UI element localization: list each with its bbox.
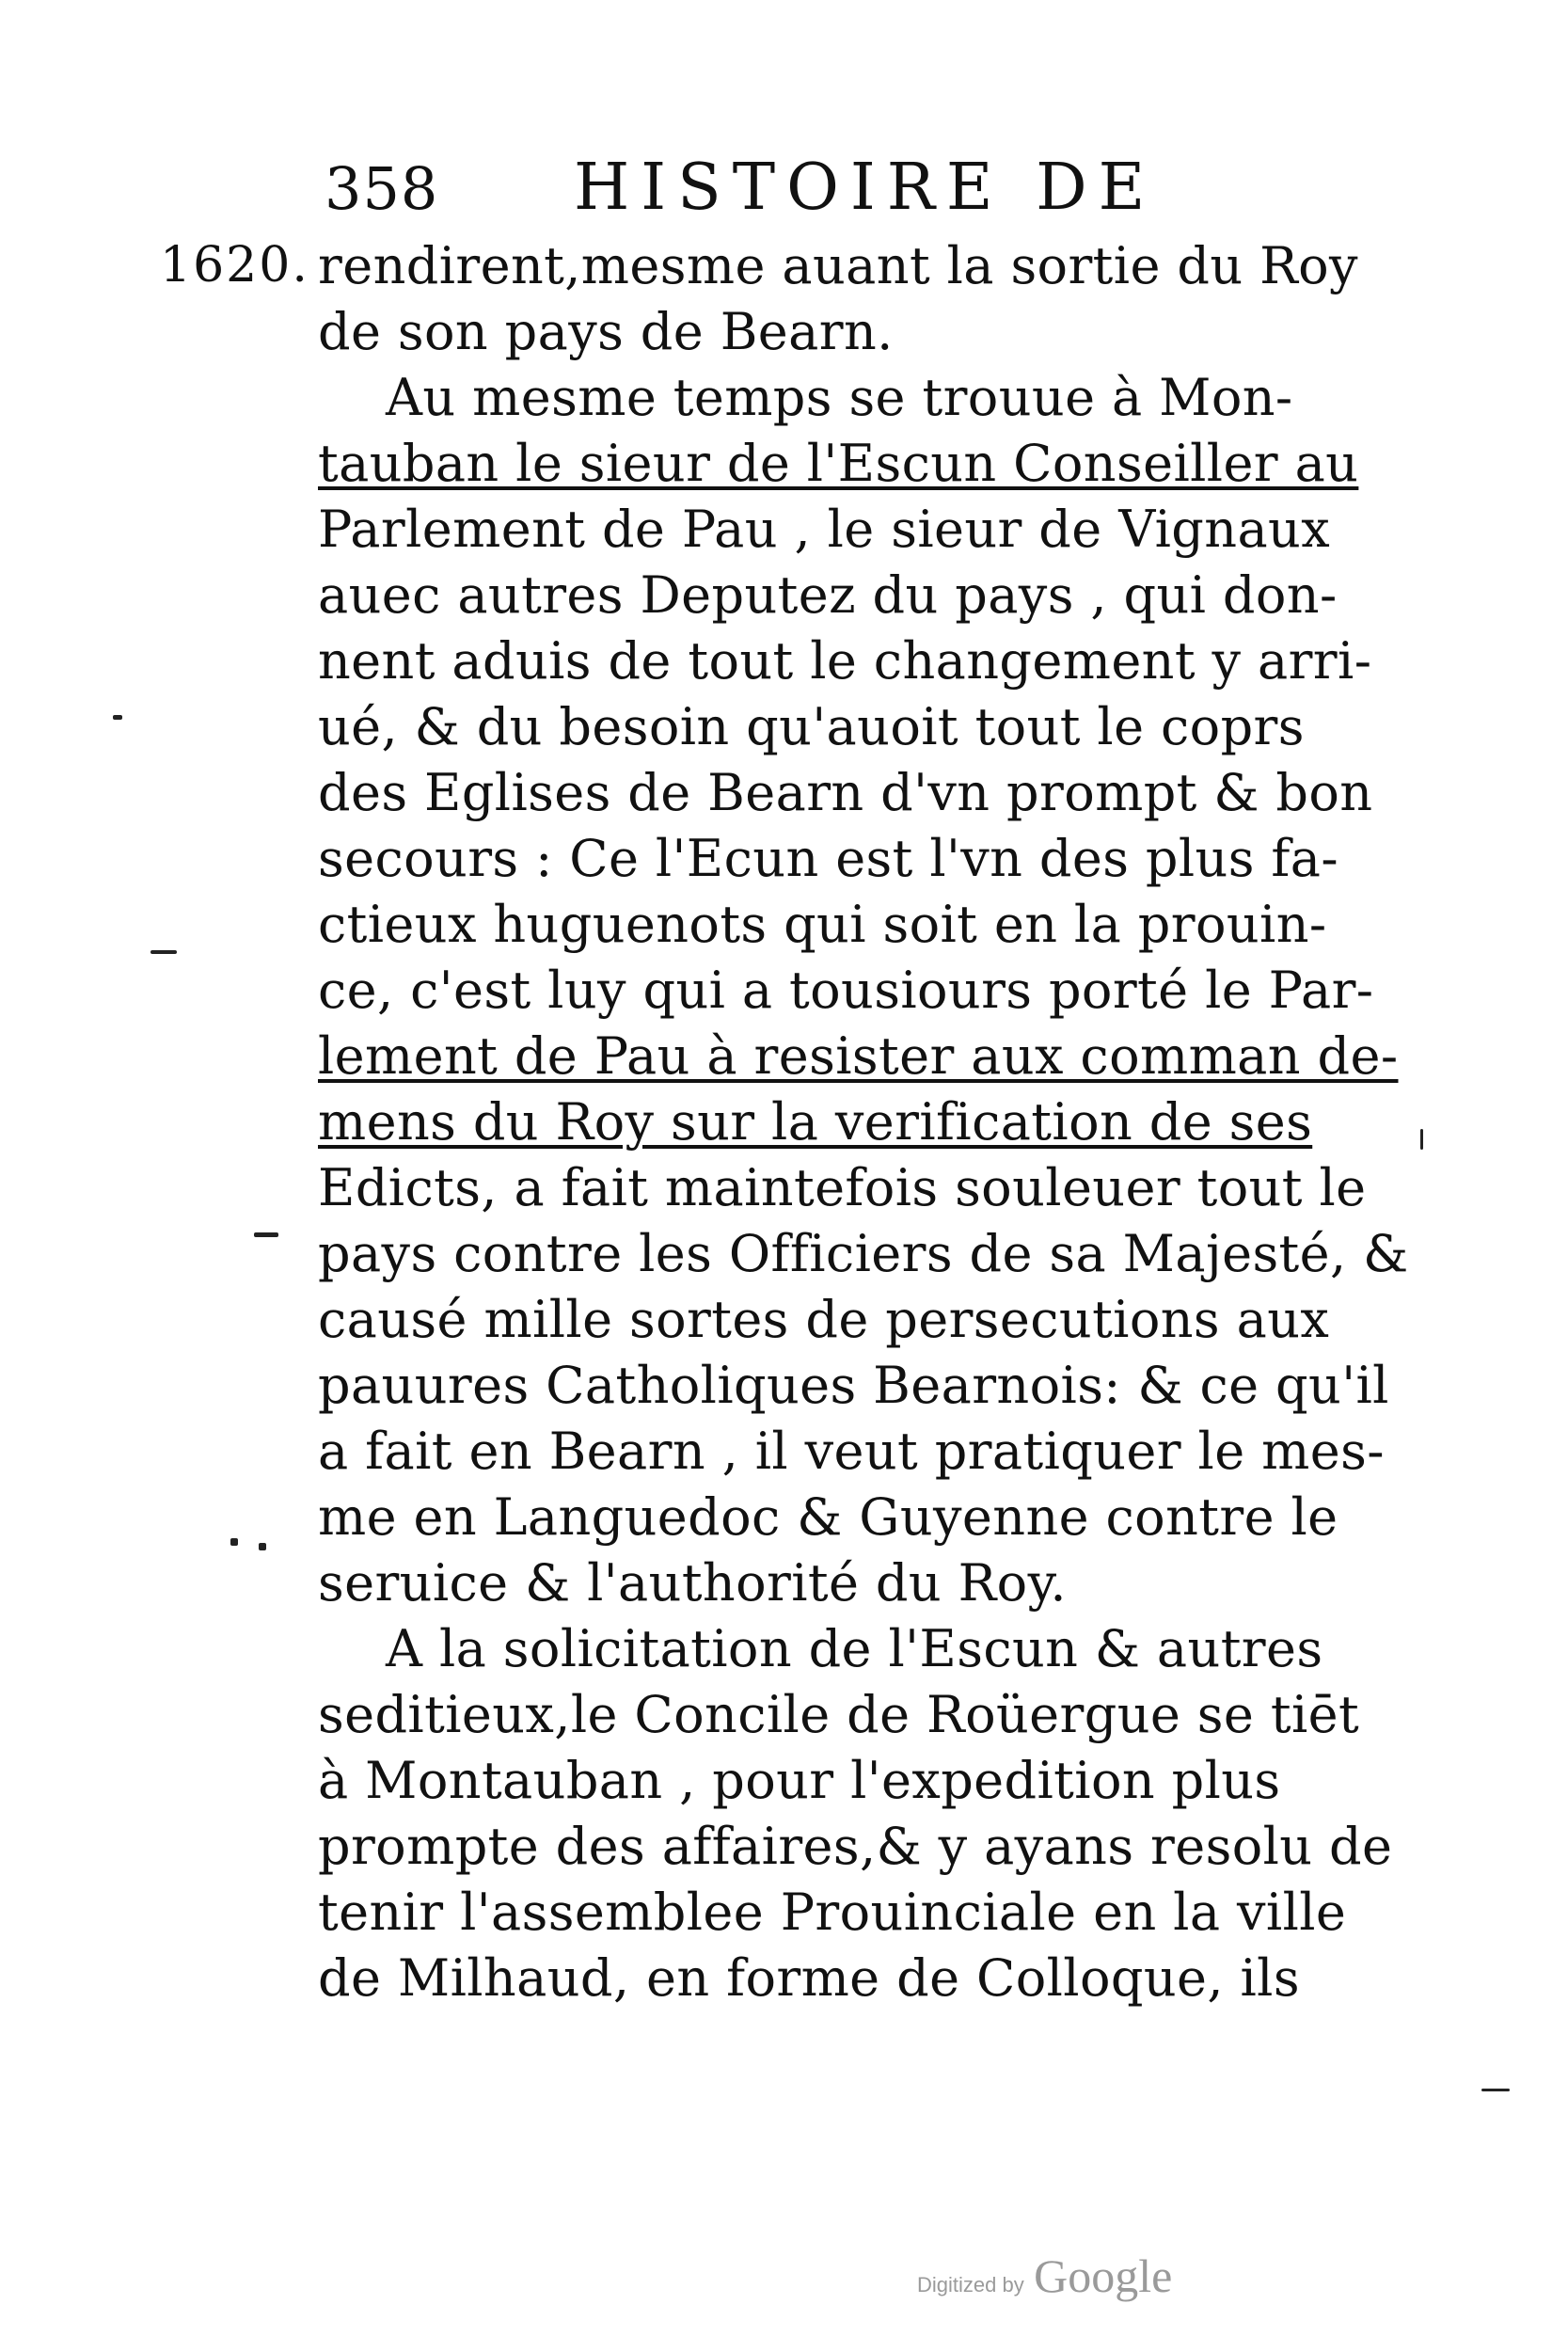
text-line: de Milhaud, en forme de Colloque, ils: [318, 1948, 1300, 2008]
running-title: HISTOIRE DE: [574, 151, 1157, 225]
stray-ink-mark: [1420, 1129, 1423, 1150]
stray-ink-mark: [259, 1543, 266, 1550]
page-number: 358: [325, 154, 439, 223]
digitized-watermark: [917, 2249, 1172, 2303]
text-line: Parlement de Pau , le sieur de Vignaux: [318, 500, 1331, 559]
margin-year-note: 1620.: [160, 237, 309, 294]
text-line: A la solicitation de l'Escun & autres: [386, 1619, 1323, 1678]
text-line: tauban le sieur de l'Escun Conseiller au: [318, 434, 1359, 493]
text-line: seruice & l'authorité du Roy.: [318, 1553, 1067, 1613]
text-line: ué, & du besoin qu'auoit tout le coprs: [318, 697, 1305, 756]
text-line: de son pays de Bearn.: [318, 302, 894, 361]
text-line: rendirent,mesme auant la sortie du Roy: [318, 236, 1358, 295]
body-text: [318, 233, 1409, 2011]
digitized-prefix: Digitized by: [917, 2273, 1024, 2296]
text-line: ctieux huguenots qui soit en la prouin-: [318, 895, 1327, 954]
text-line: pays contre les Officiers de sa Majesté, &: [318, 1224, 1409, 1283]
text-line: causé mille sortes de persecutions aux: [318, 1290, 1330, 1349]
stray-ink-mark: [113, 715, 122, 720]
stray-ink-mark: [230, 1538, 238, 1546]
text-line: à Montauban , pour l'expedition plus: [318, 1751, 1281, 1810]
text-line: nent aduis de tout le changement y arri-: [318, 631, 1372, 691]
stray-ink-mark: [1481, 2089, 1510, 2091]
text-line: Edicts, a fait maintefois souleuer tout le: [318, 1158, 1367, 1217]
text-line: seditieux,le Concile de Roüergue se tiēt: [318, 1685, 1360, 1744]
text-line: pauures Catholiques Bearnois: & ce qu'il: [318, 1356, 1389, 1415]
text-line: des Eglises de Bearn d'vn prompt & bon: [318, 763, 1373, 822]
page-header: [325, 141, 1378, 226]
google-logo: Google: [1034, 2249, 1173, 2302]
text-line: tenir l'assemblee Prouinciale en la ville: [318, 1883, 1347, 1942]
text-line: mens du Roy sur la verification de ses: [318, 1092, 1313, 1152]
stray-ink-mark: [150, 950, 177, 954]
text-line: a fait en Bearn , il veut pratiquer le mes-: [318, 1422, 1385, 1481]
text-line: Au mesme temps se trouue à Mon-: [386, 368, 1293, 427]
text-line: me en Languedoc & Guyenne contre le: [318, 1487, 1338, 1547]
text-line: lement de Pau à resister aux comman de-: [318, 1026, 1399, 1086]
text-line: secours : Ce l'Ecun est l'vn des plus fa-: [318, 829, 1339, 888]
text-line: ce, c'est luy qui a tousiours porté le Par-: [318, 961, 1374, 1020]
text-line: prompte des affaires,& y ayans resolu de: [318, 1817, 1393, 1876]
stray-ink-mark: [254, 1232, 278, 1237]
text-line: auec autres Deputez du pays , qui don-: [318, 565, 1338, 625]
